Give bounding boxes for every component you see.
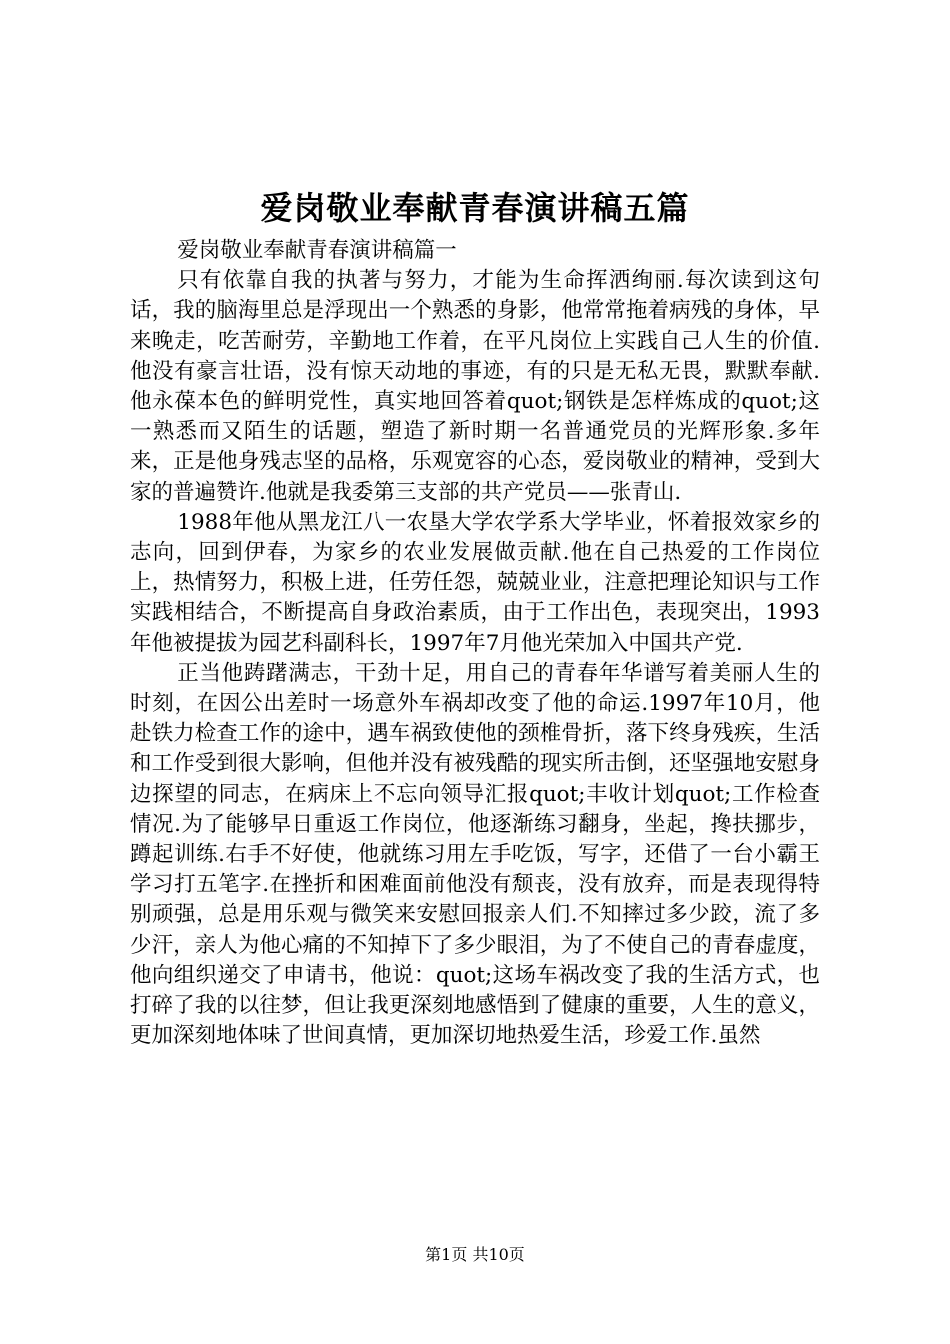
paragraph-3: 正当他踌躇满志，干劲十足，用自己的青春年华谱写着美丽人生的时刻，在因公出差时一场意外车祸却改变了他的命运.1997年10月，他赴铁力检查工作的途中，遇车祸致使他的颈椎骨折，落下终身残疾，生活和工作受到很大影响，但他并没有被残酷的现实所击倒，还坚强地安慰身边探望的同志，在病床上不忘向领导汇报quot;丰收计划quot;工作检查情况.为了能够早日重返工作岗位，他逐渐练习翻身，坐起，搀扶挪步，蹲起训练.右手不好使，他就练习用左手吃饭，写字，还借了一台小霸王学习打五笔字.在挫折和困难面前他没有颓丧，没有放弃，而是表现得特别顽强，总是用乐观与微笑来安慰回报亲人们.不知摔过多少跤，流了多少汗，亲人为他心痛的不知掉下了多少眼泪，为了不使自己的青春虚度，他向组织递交了申请书，他说：quot;这场车祸改变了我的生活方式，也打碎了我的以往梦，但让我更深刻地感悟到了健康的重要，人生的意义，更加深刻地体味了世间真情，更加深切地热爱生活，珍爱工作.虽然 bbox=[130, 660, 820, 1049]
section-heading: 爱岗敬业奉献青春演讲稿篇一 bbox=[177, 238, 457, 263]
paragraph-1: 只有依靠自我的执著与努力，才能为生命挥洒绚丽.每次读到这句话，我的脑海里总是浮现出一个熟悉的身影，他常常拖着病残的身体，早来晚走，吃苦耐劳，辛勤地工作着，在平凡岗位上实践自己人生的价值.他没有豪言壮语，没有惊天动地的事迹，有的只是无私无畏，默默奉献.他永葆本色的鲜明党性，真实地回答着quot;钢铁是怎样炼成的quot;这一熟悉而又陌生的话题，塑造了新时期一名普通党员的光辉形象.多年来，正是他身残志坚的品格，乐观宽容的心态，爱岗敬业的精神，受到大家的普遍赞许.他就是我委第三支部的共产党员——张青山. bbox=[130, 268, 820, 505]
document-title: 爱岗敬业奉献青春演讲稿五篇 bbox=[260, 189, 690, 227]
paragraph-2: 1988年他从黑龙江八一农垦大学农学系大学毕业，怀着报效家乡的志向，回到伊春，为家乡的农业发展做贡献.他在自己热爱的工作岗位上，热情努力，积极上进，任劳任怨，兢兢业业，注意把理论知识与工作实践相结合，不断提高自身政治素质，由于工作出色，表现突出，1993年他被提拔为园艺科副科长，1997年7月他光荣加入中国共产党. bbox=[130, 509, 820, 656]
document-body bbox=[130, 236, 820, 1051]
page-footer: 第1页 共10页 bbox=[425, 1245, 525, 1264]
